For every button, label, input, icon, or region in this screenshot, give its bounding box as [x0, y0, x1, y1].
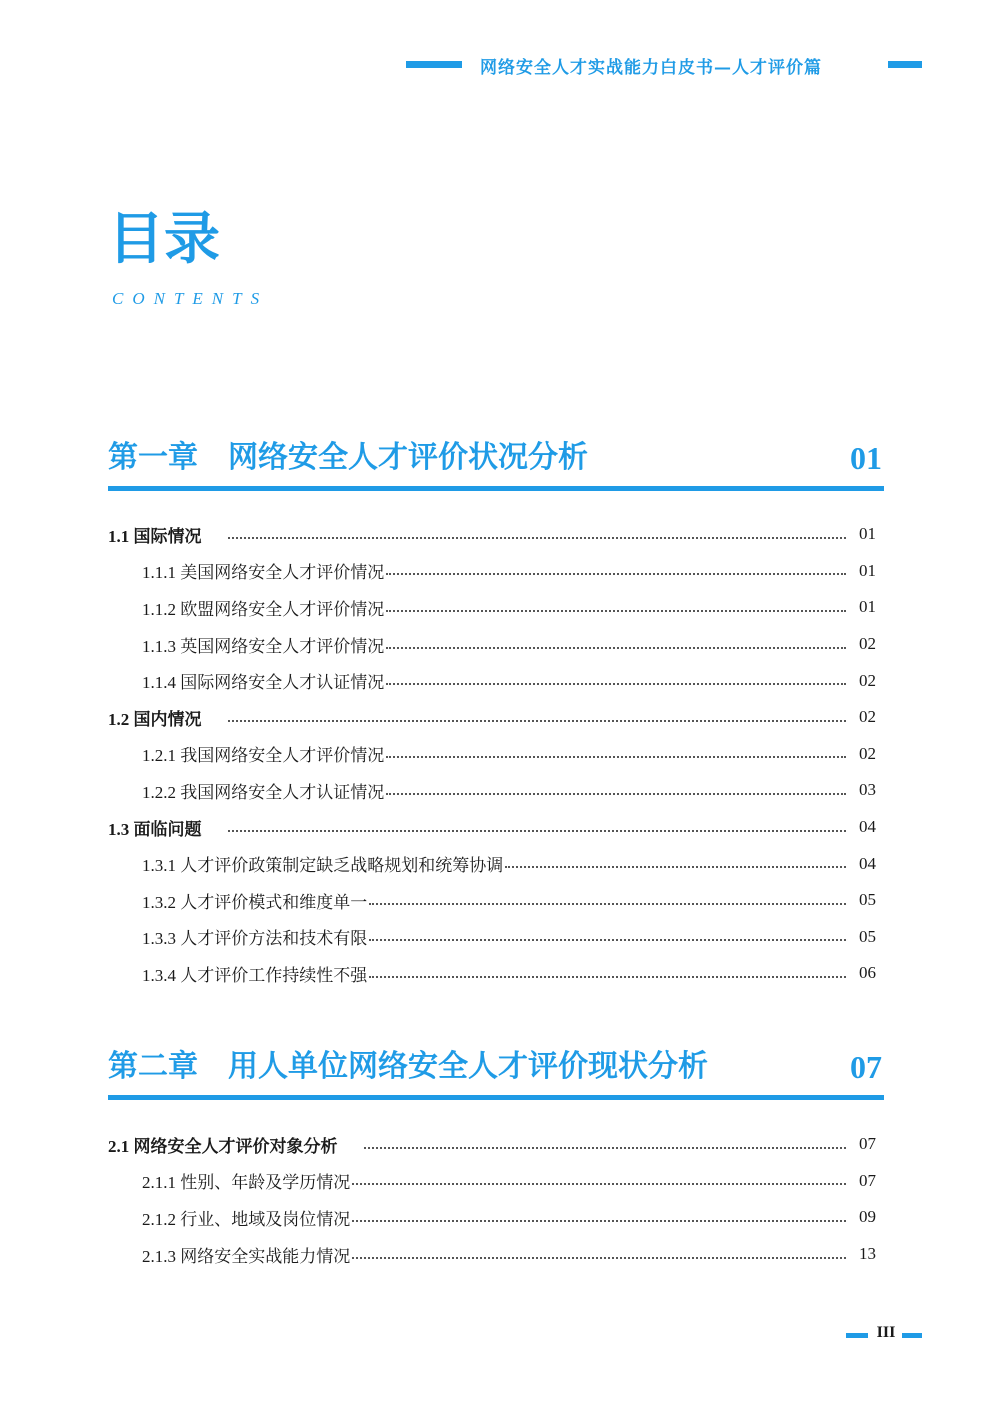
toc-page: 05 — [859, 926, 876, 946]
toc-page: 02 — [859, 743, 876, 763]
toc-label: 1.2.1 我国网络安全人才评价情况 — [142, 746, 385, 766]
toc-page: 02 — [859, 670, 876, 690]
leader-dots — [369, 975, 846, 978]
toc-page: 05 — [859, 890, 876, 910]
toc-page: 02 — [859, 634, 876, 654]
toc-label: 2.1.3 网络安全实战能力情况 — [142, 1246, 351, 1266]
toc-page: 01 — [859, 524, 876, 544]
page-number: III — [876, 1324, 896, 1341]
toc-entry[interactable] — [108, 1236, 876, 1273]
toc-label: 1.1.4 国际网络安全人才认证情况 — [142, 673, 385, 693]
toc-page: 01 — [859, 597, 876, 617]
footer-bar-left — [846, 1333, 868, 1338]
toc-entry[interactable] — [108, 662, 876, 699]
toc-label: 1.3.2 人才评价模式和维度单一 — [142, 892, 368, 912]
leader-dots — [228, 829, 847, 832]
toc-page: 03 — [859, 780, 876, 800]
toc-entry[interactable] — [108, 882, 876, 919]
toc-label: 1.1.1 美国网络安全人才评价情况 — [142, 563, 385, 583]
toc-label: 2.1 网络安全人才评价对象分析 — [108, 1136, 338, 1156]
toc-page: 01 — [859, 560, 876, 580]
leader-dots — [386, 646, 846, 649]
toc-entry[interactable] — [108, 1163, 876, 1200]
toc-label: 1.3.1 人才评价政策制定缺乏战略规划和统筹协调 — [142, 856, 504, 876]
leader-dots — [386, 792, 846, 795]
toc-entry[interactable] — [108, 736, 876, 773]
header-title: 网络安全人才实战能力白皮书—人才评价篇 — [480, 58, 822, 78]
toc-entry[interactable] — [108, 955, 876, 992]
toc-list-chapter-1 — [108, 516, 876, 992]
leader-dots — [364, 1146, 847, 1149]
toc-entry[interactable] — [108, 1126, 876, 1163]
leader-dots — [352, 1182, 846, 1185]
chapter-1-heading[interactable] — [108, 438, 884, 491]
leader-dots — [369, 938, 846, 941]
toc-page: 07 — [859, 1134, 876, 1154]
toc-entry[interactable] — [108, 553, 876, 590]
leader-dots — [369, 902, 846, 905]
leader-dots — [386, 572, 846, 575]
toc-entry[interactable] — [108, 845, 876, 882]
toc-entry[interactable] — [108, 626, 876, 663]
toc-entry[interactable] — [108, 772, 876, 809]
toc-label: 1.3.4 人才评价工作持续性不强 — [142, 965, 368, 985]
toc-entry[interactable] — [108, 809, 876, 846]
leader-dots — [228, 536, 847, 539]
toc-entry[interactable] — [108, 516, 876, 553]
toc-entry[interactable] — [108, 919, 876, 956]
toc-label: 1.1 国际情况 — [108, 526, 202, 546]
header-bar-left — [406, 61, 462, 68]
toc-label: 2.1.1 性别、年龄及学历情况 — [142, 1173, 351, 1193]
toc-label: 1.1.3 英国网络安全人才评价情况 — [142, 636, 385, 656]
leader-dots — [352, 1219, 846, 1222]
page-subtitle: CONTENTS — [112, 289, 269, 308]
chapter-page: 01 — [850, 440, 882, 476]
toc-label: 1.2 国内情况 — [108, 709, 202, 729]
toc-page: 04 — [859, 817, 876, 837]
chapter-title: 第一章 网络安全人才评价状况分析 — [108, 440, 588, 475]
leader-dots — [228, 719, 847, 722]
toc-page: 13 — [859, 1244, 876, 1264]
toc-page: 07 — [859, 1170, 876, 1190]
toc-page: 09 — [859, 1207, 876, 1227]
footer-bar-right — [902, 1333, 922, 1338]
toc-page: 04 — [859, 853, 876, 873]
leader-dots — [505, 865, 846, 868]
toc-label: 2.1.2 行业、地域及岗位情况 — [142, 1209, 351, 1229]
toc-entry[interactable] — [108, 1199, 876, 1236]
toc-label: 1.3 面临问题 — [108, 819, 202, 839]
toc-page: 02 — [859, 707, 876, 727]
chapter-page: 07 — [850, 1049, 882, 1085]
toc-label: 1.2.2 我国网络安全人才认证情况 — [142, 782, 385, 802]
leader-dots — [386, 682, 846, 685]
toc-entry[interactable] — [108, 699, 876, 736]
toc-list-chapter-2 — [108, 1126, 876, 1272]
toc-entry[interactable] — [108, 589, 876, 626]
leader-dots — [352, 1256, 846, 1259]
chapter-title: 第二章 用人单位网络安全人才评价现状分析 — [108, 1049, 708, 1084]
header-bar-right — [888, 61, 922, 68]
chapter-2-heading[interactable] — [108, 1047, 884, 1100]
leader-dots — [386, 755, 846, 758]
toc-label: 1.1.2 欧盟网络安全人才评价情况 — [142, 599, 385, 619]
page-title: 目录 — [108, 207, 220, 272]
toc-label: 1.3.3 人才评价方法和技术有限 — [142, 929, 368, 949]
leader-dots — [386, 609, 846, 612]
toc-page: 06 — [859, 963, 876, 983]
